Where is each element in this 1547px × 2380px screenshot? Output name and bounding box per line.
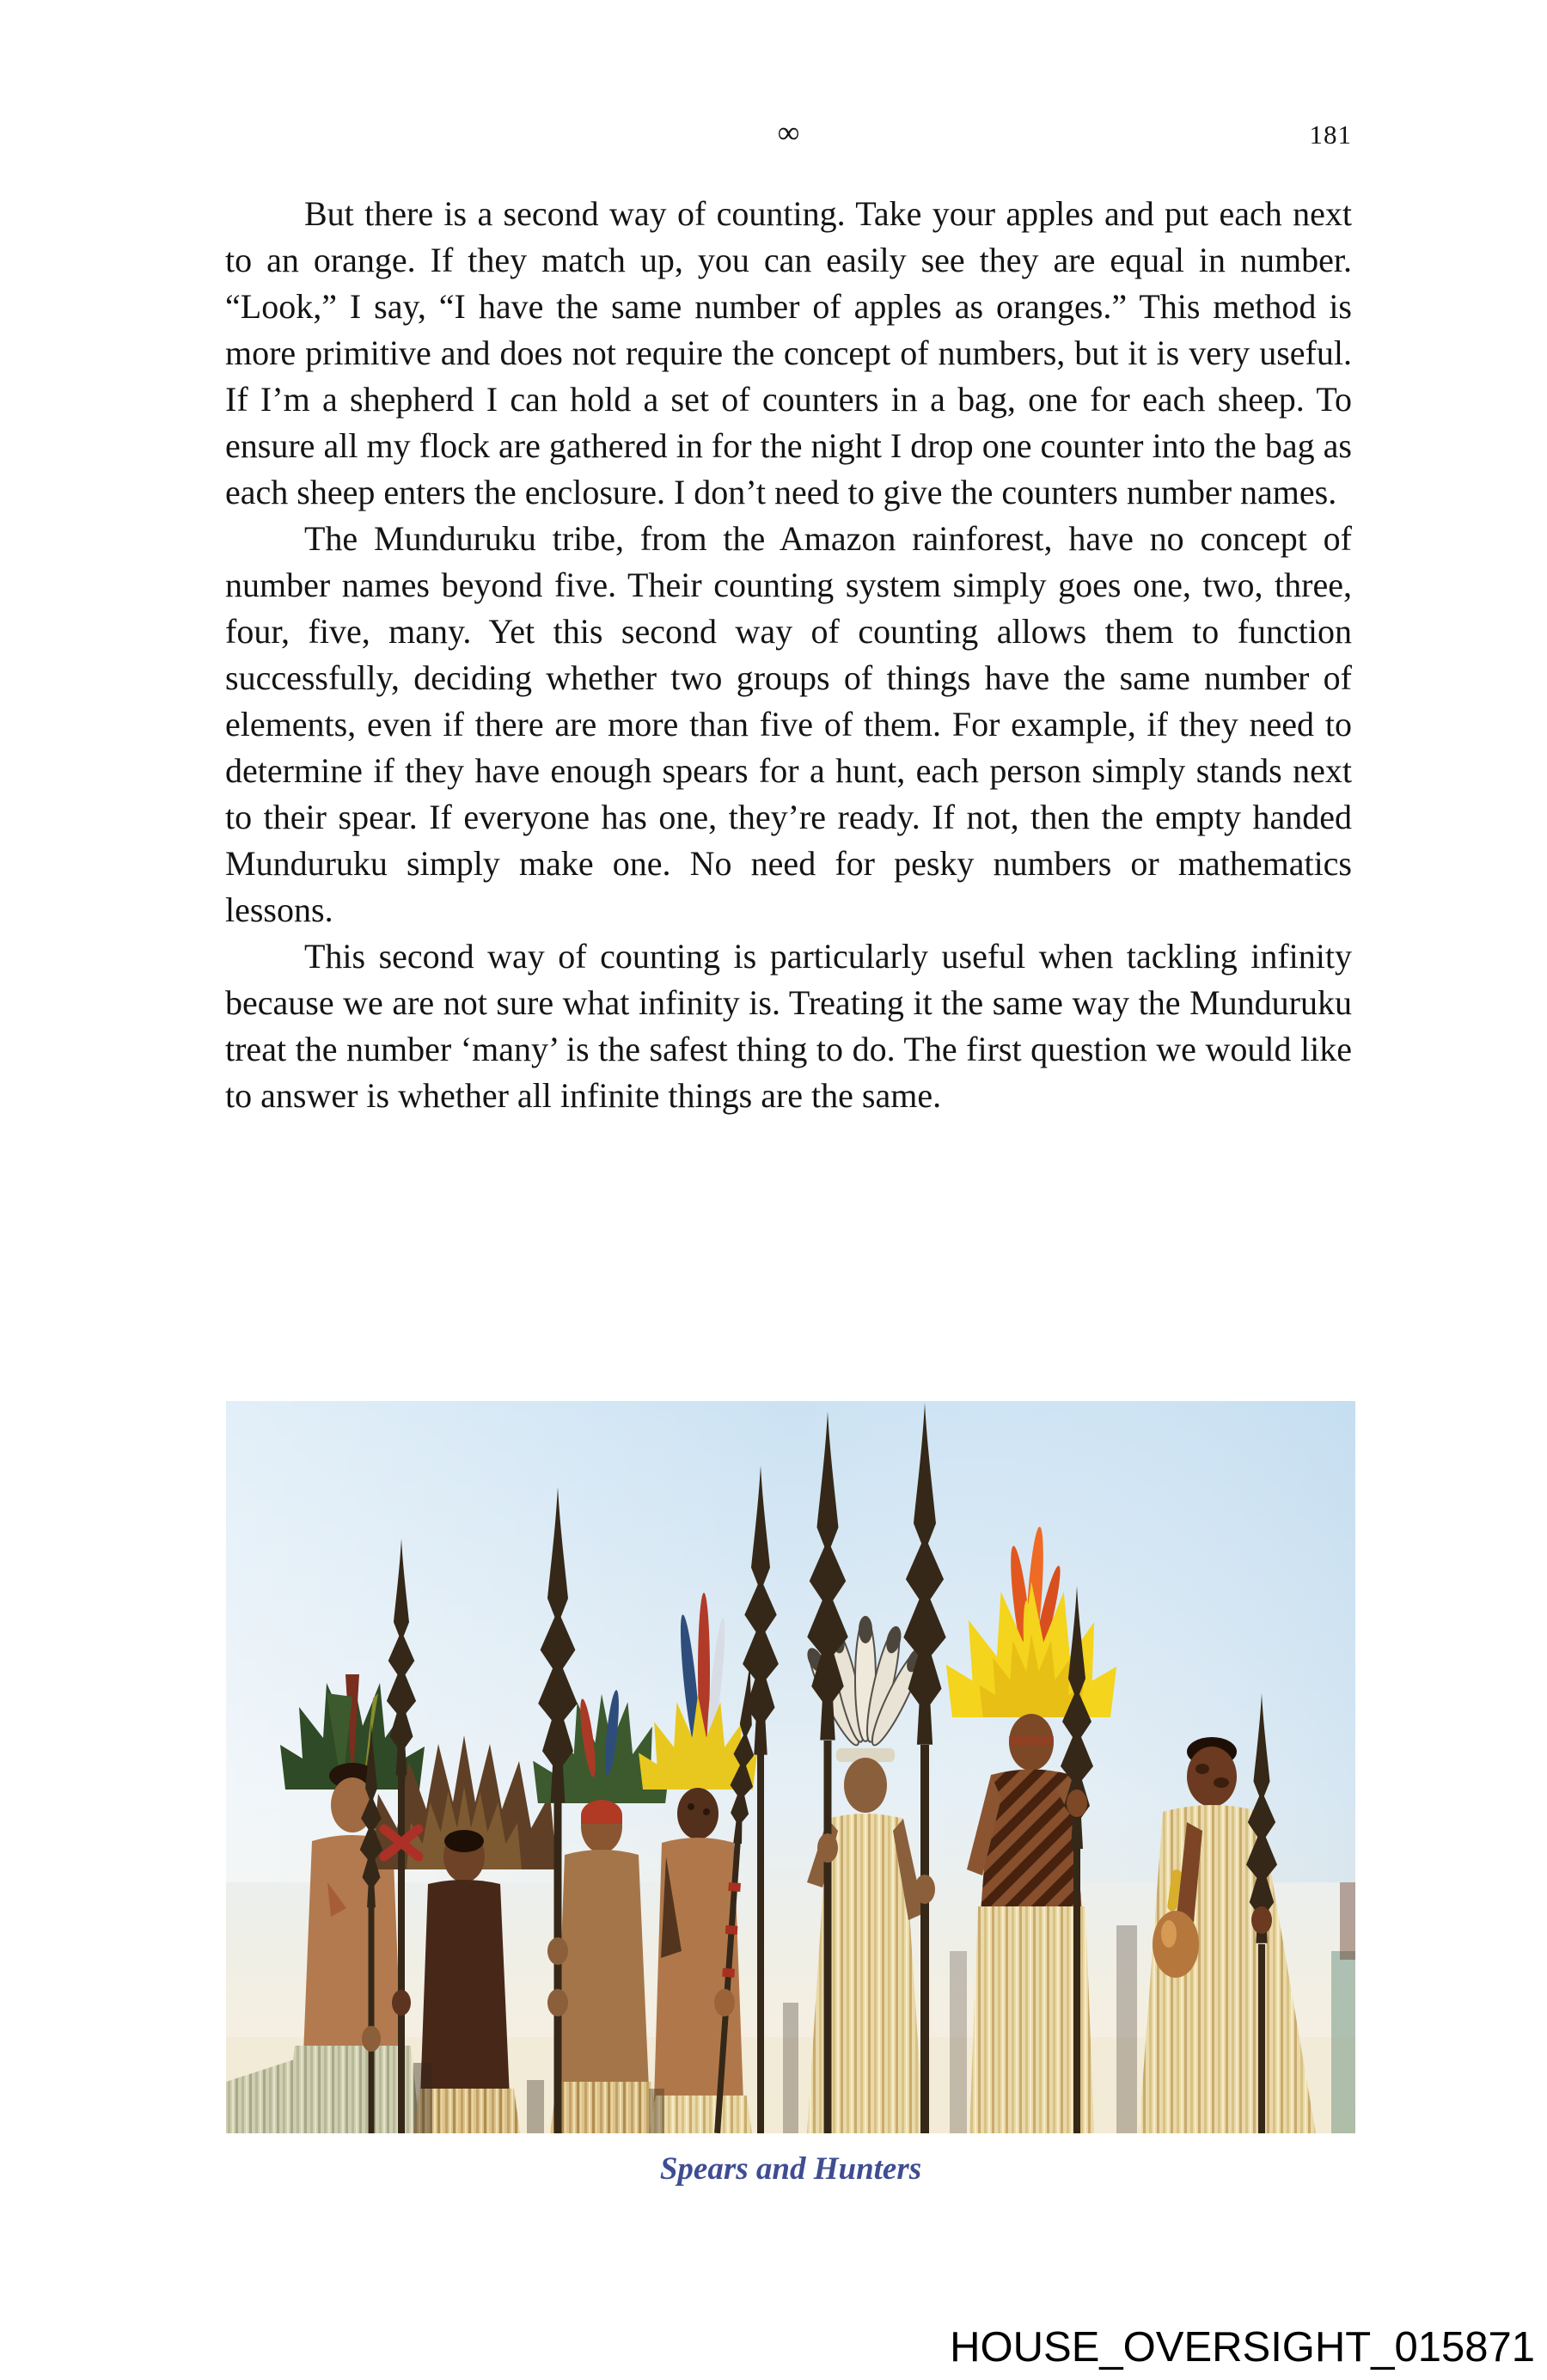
paragraph-munduruku: The Munduruku tribe, from the Amazon rainforest, have no concept of number names beyond five. Their counting system simply goes one, two, three, four, five, many. Yet this second way of counting allows them to function successfully, deciding whether two groups of things have the same number of elements, even if there are more than five of them. For example, if they need to determine if they have enough spears for a hunt, each person simply stands next to their spear. If everyone has one, they’re ready. If not, then the empty handed Munduruku simply make one. No need for pesky numbers or mathematics lessons. (225, 519, 1352, 929)
body-text (225, 191, 1352, 1119)
hunters-illustration (226, 1401, 1355, 2133)
page-number: 181 (1309, 119, 1352, 150)
figure-spears-and-hunters (226, 1401, 1355, 2187)
hunters-photo (226, 1401, 1355, 2133)
paragraph-infinity: This second way of counting is particularly useful when tackling infinity because we are not sure what infinity is. Treating it the same way the Munduruku treat the number ‘many’ is the safest thing to do. The first question we would like to answer is whether all infinite things are the same. (225, 937, 1352, 1115)
watermark: HOUSE_OVERSIGHT_015871 (950, 2324, 1535, 2371)
infinity-symbol: ∞ (777, 115, 800, 150)
figure-caption: Spears and Hunters (659, 2151, 922, 2187)
page-header (225, 117, 1352, 156)
paragraph-counting: But there is a second way of counting. Take your apples and put each next to an orange. If they match up, you can easily see they are equal in number. “Look,” I say, “I have the same number of apples as oranges.” This method is more primitive and does not require the concept of numbers, but it is very useful. If I’m a shepherd I can hold a set of counters in a bag, one for each sheep. To ensure all my flock are gathered in for the night I drop one counter into the bag as each sheep enters the enclosure. I don’t need to give the counters number names. (225, 194, 1352, 511)
